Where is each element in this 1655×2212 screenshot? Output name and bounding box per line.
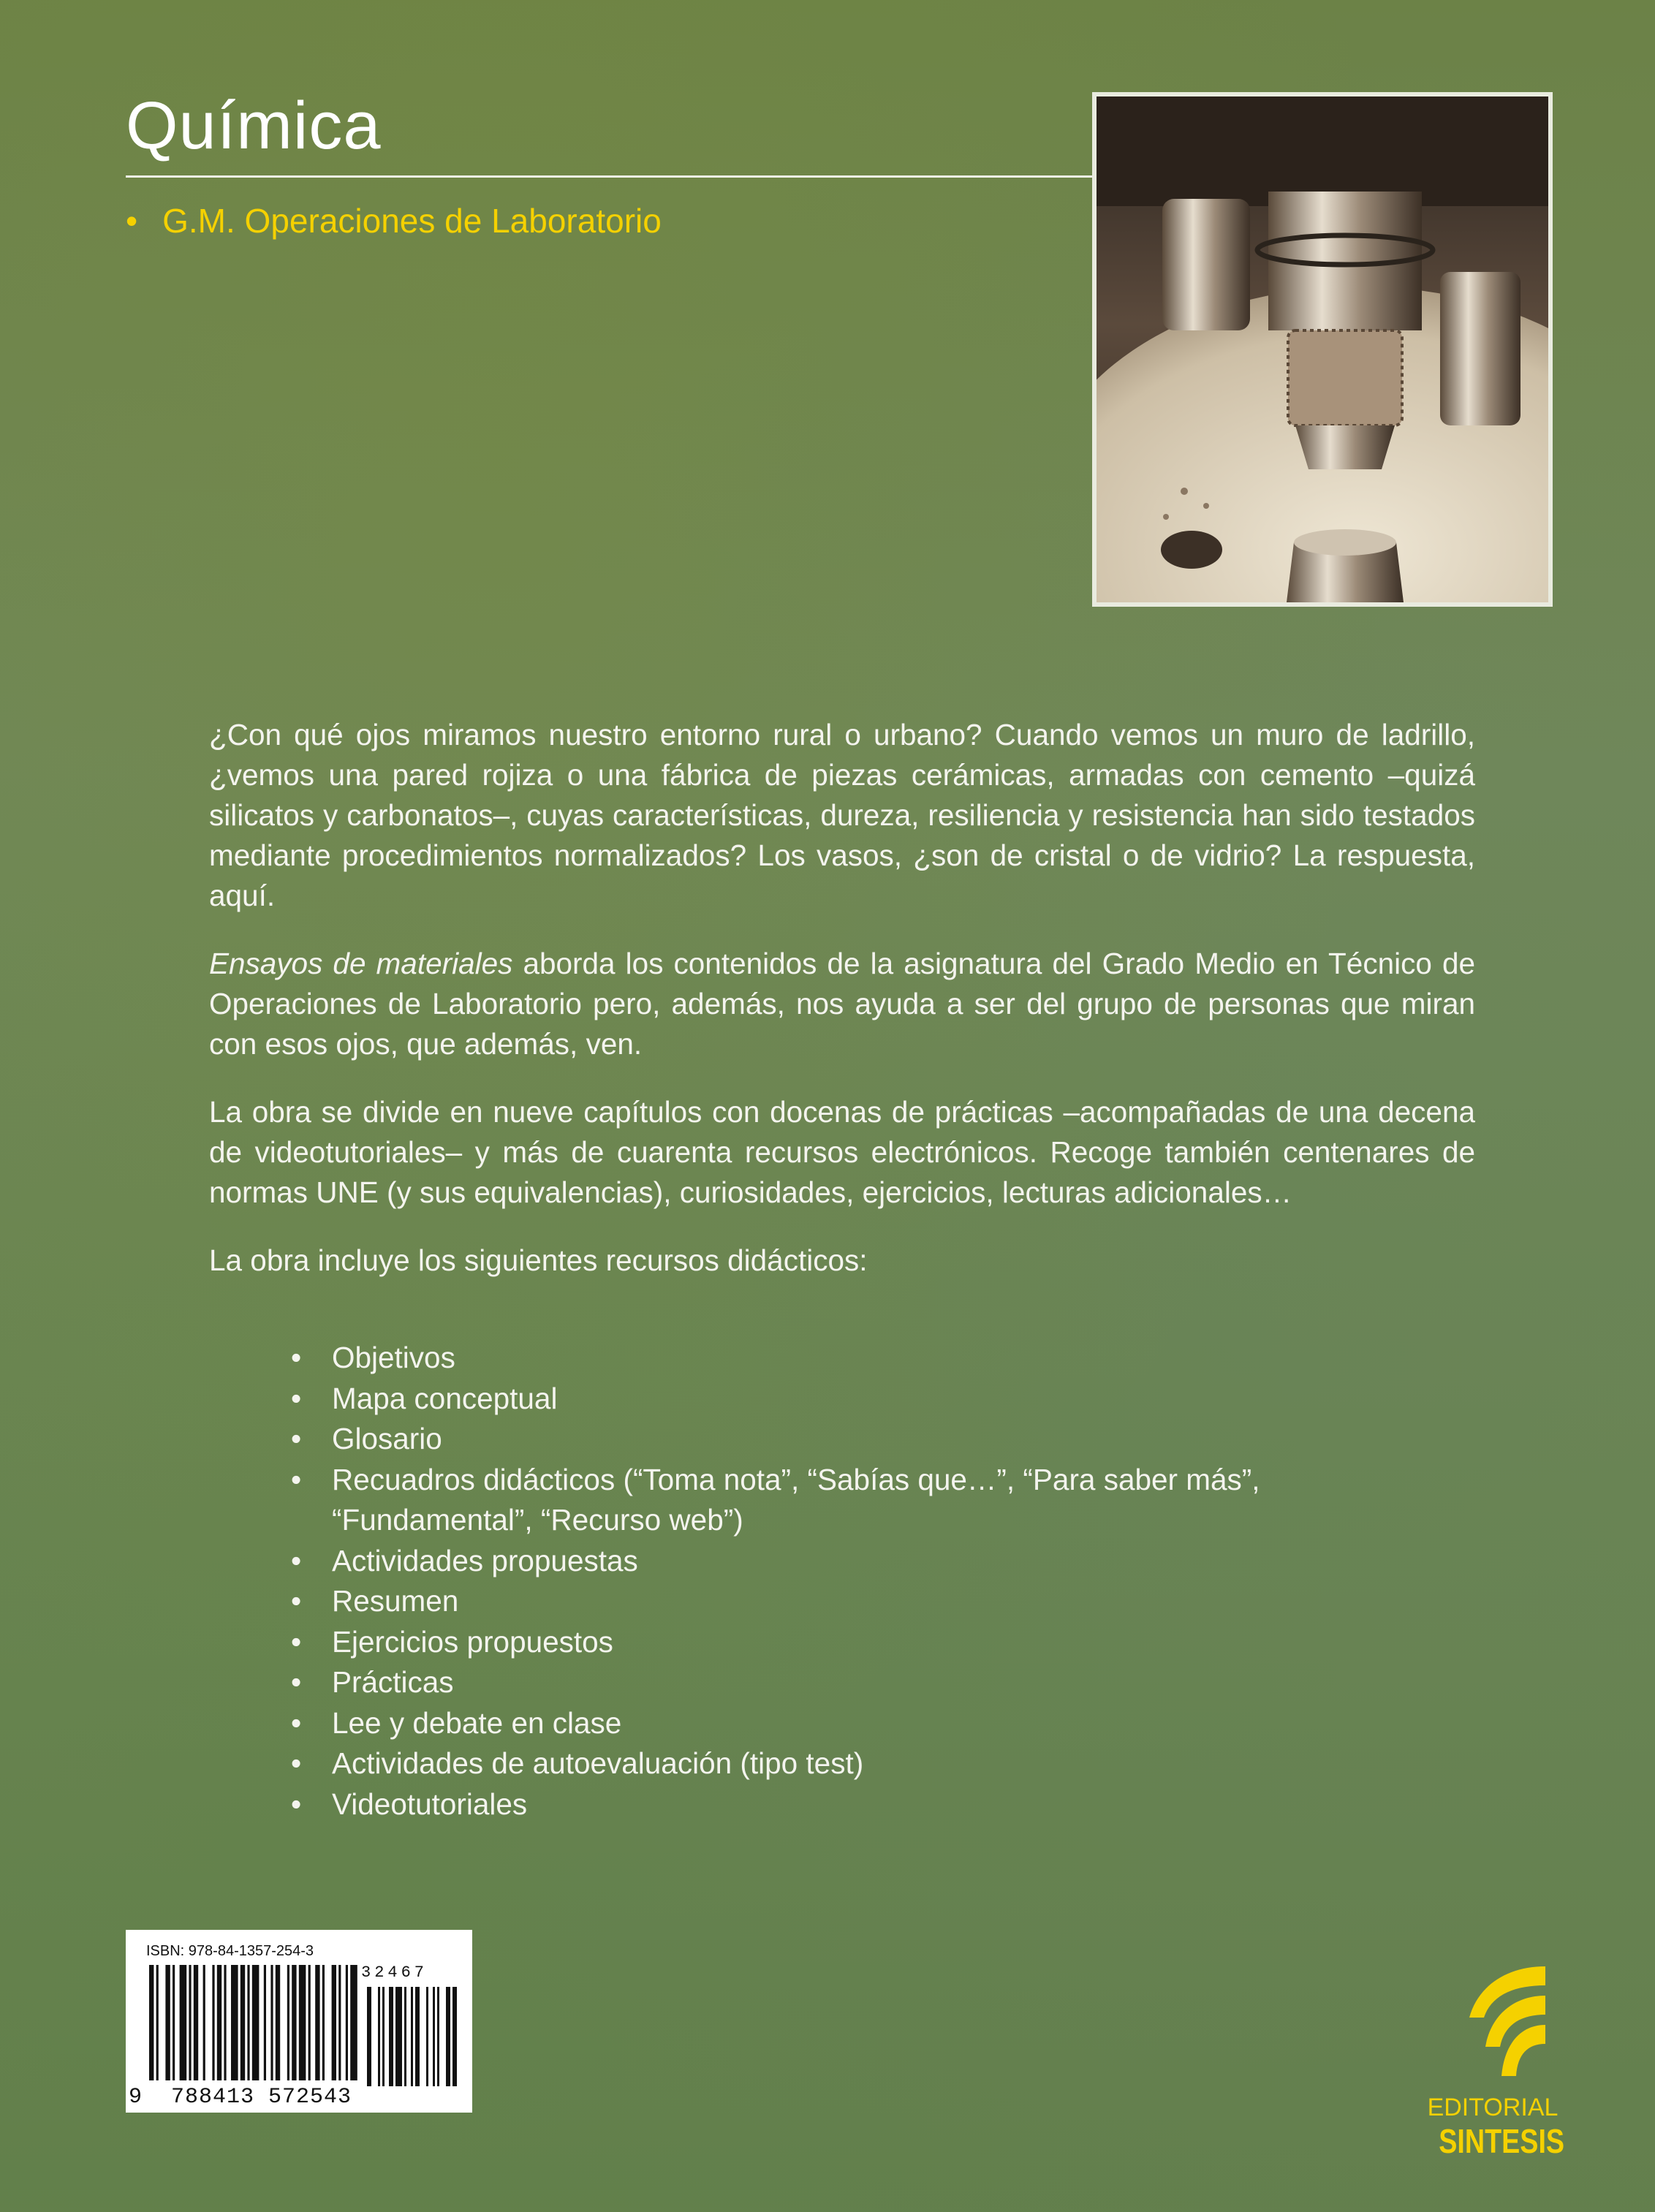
barcode-digits: 788413 572543 [171,2085,352,2110]
publisher-logo [1427,1966,1565,2178]
list-item: • Recuadros didácticos (“Toma nota”, “Sabías que…”, “Para saber más”, “Fundamental”, “Recurso web”) [291,1460,1461,1541]
paragraph-4: La obra incluye los siguientes recursos didácticos: [209,1243,868,1277]
barcode-addon-digits: 32467 [361,1963,428,1982]
microscope-photo-icon [1097,96,1548,602]
microscope-photo [1092,92,1553,607]
barcode-first-digit: 9 [129,2085,143,2110]
publisher-line2: SINTESIS [1439,2122,1565,2160]
bullet-icon: • [291,1624,302,1659]
bullet-icon: • [291,1462,302,1496]
bullet-icon: • [291,1787,302,1821]
bullet-icon: • [291,1705,302,1740]
list-item: • Actividades propuestas [291,1541,1461,1582]
book-title: Química [126,88,382,163]
subtitle-bullet: • [126,202,138,240]
bullet-icon: • [291,1543,302,1577]
book-name-italic: Ensayos de materiales [209,947,513,980]
publisher-line1: EDITORIAL [1427,2094,1559,2121]
description-text [209,715,1475,1308]
list-item: • Glosario [291,1419,1461,1460]
series-subtitle [126,201,662,240]
list-item: • Actividades de autoevaluación (tipo test) [291,1743,1461,1784]
bullet-icon: • [291,1422,302,1455]
list-item: • Prácticas [291,1662,1461,1703]
list-item: • Videotutoriales [291,1784,1461,1825]
list-item: • Mapa conceptual [291,1379,1461,1420]
paragraph-2-text: aborda los contenidos de la asignatura del Grado Medio en Técnico de Operaciones de Laboratorio pero, además, nos ayuda a ser del grupo de personas que miran con esos ojos, que además, ven. [209,947,1476,1061]
list-item: • Ejercicios propuestos [291,1622,1461,1663]
sintesis-logo-icon [1440,1966,1545,2083]
subtitle-text: G.M. Operaciones de Laboratorio [162,202,662,240]
list-item: • Lee y debate en clase [291,1703,1461,1744]
resources-list [291,1338,1461,1825]
paragraph-2 [209,944,1475,1064]
list-item: • Resumen [291,1581,1461,1622]
bullet-icon: • [291,1665,302,1699]
bullet-icon: • [291,1381,302,1415]
barcode-box [126,1930,472,2113]
isbn-label: ISBN: 978-84-1357-254-3 [146,1943,314,1959]
title-rule [126,175,1094,178]
bullet-icon: • [291,1746,302,1780]
bullet-icon: • [291,1584,302,1618]
paragraph-3: La obra se divide en nueve capítulos con docenas de prácticas –acompañadas de una decena de videotutoriales– y más de cuarenta recursos electrónicos. Recoge también centenares de normas UNE (y sus equivalencias), curiosidades, ejercicios, lecturas adicionales… [209,1095,1475,1209]
bullet-icon: • [291,1341,302,1374]
barcode-icon [143,1965,465,2086]
paragraph-1: ¿Con qué ojos miramos nuestro entorno rural o urbano? Cuando vemos un muro de ladrillo, ¿vemos una pared rojiza o una fábrica de piezas cerámicas, armadas con cemento –quizá silicatos y carbonatos–, cuyas características, dureza, resiliencia y resistencia han sido testados mediante procedimientos normalizados? Los vasos, ¿son de cristal o de vidrio? La respuesta, aquí. [209,718,1475,912]
list-item: • Objetivos [291,1338,1461,1379]
